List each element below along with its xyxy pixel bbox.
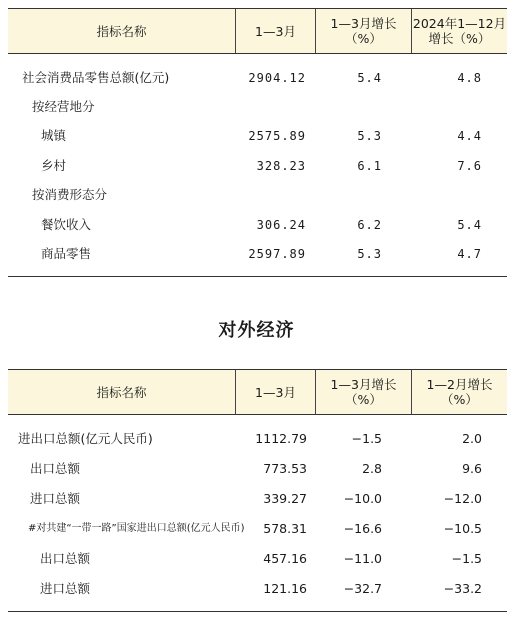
table-bottom-rule	[8, 611, 507, 612]
row-name: 进口总额	[40, 581, 91, 596]
header-q1-growth-line2: （%）	[345, 392, 382, 407]
row-name: 出口总额	[40, 551, 91, 566]
row-value: 1112.79	[255, 431, 307, 446]
header-q1-growth	[315, 370, 411, 414]
header-q1-growth-line1: 1—3月增长	[330, 16, 397, 31]
row-prev-growth: −33.2	[443, 581, 482, 596]
row-value: 328.23	[256, 159, 306, 173]
header-q1-value-text: 1—3月	[255, 384, 296, 400]
table-row	[8, 180, 507, 210]
row-value: 121.16	[263, 581, 307, 596]
table-row	[8, 574, 507, 604]
row-prev-growth: 2.0	[462, 431, 482, 446]
table-header	[8, 369, 507, 415]
header-q1-value	[235, 370, 315, 414]
row-name: 按经营地分	[32, 99, 95, 114]
row-growth: 6.2	[357, 218, 382, 232]
row-prev-growth: 7.6	[457, 159, 482, 173]
row-value: 2904.12	[248, 71, 306, 85]
section-title: 对外经济	[218, 320, 295, 341]
retail-sales-table	[8, 8, 507, 280]
header-jan-feb-growth-line1: 1—2月增长	[426, 377, 493, 392]
row-value: 2575.89	[248, 129, 306, 143]
table-header	[8, 8, 507, 54]
table-row	[8, 454, 507, 484]
table-row	[8, 121, 507, 151]
table-row	[8, 210, 507, 240]
table-row	[8, 544, 507, 574]
table-row	[8, 239, 507, 269]
header-q1-value	[235, 9, 315, 53]
header-2024-growth	[411, 9, 507, 53]
row-growth: −11.0	[343, 551, 382, 566]
table-row	[8, 92, 507, 122]
row-growth: 5.3	[357, 247, 382, 261]
foreign-trade-table	[8, 369, 507, 615]
header-jan-feb-growth-line2: （%）	[441, 392, 478, 407]
row-value: 339.27	[263, 491, 307, 506]
row-growth: −1.5	[351, 431, 382, 446]
row-prev-growth: 5.4	[457, 218, 482, 232]
header-indicator-name-text: 指标名称	[96, 23, 147, 39]
row-prev-growth: −1.5	[451, 551, 482, 566]
header-2024-growth-line1: 2024年1—12月	[412, 16, 507, 31]
row-name: 乡村	[41, 158, 67, 173]
row-growth: −10.0	[343, 491, 382, 506]
row-name: #对共建“一带一路”国家进出口总额(亿元人民币)	[28, 523, 245, 534]
row-prev-growth: −10.5	[443, 521, 482, 536]
row-name: 商品零售	[41, 246, 92, 261]
row-growth: 5.4	[357, 71, 382, 85]
row-prev-growth: 4.4	[457, 129, 482, 143]
header-jan-feb-growth	[411, 370, 507, 414]
row-growth: 6.1	[357, 159, 382, 173]
row-growth: 5.3	[357, 129, 382, 143]
header-indicator-name	[8, 9, 235, 53]
row-prev-growth: 9.6	[462, 461, 482, 476]
row-name: 餐饮收入	[41, 217, 92, 232]
table-row	[8, 151, 507, 181]
row-value: 2597.89	[248, 247, 306, 261]
row-growth: −16.6	[343, 521, 382, 536]
row-prev-growth: 4.8	[457, 71, 482, 85]
header-q1-value-text: 1—3月	[255, 23, 296, 39]
table-row	[8, 514, 507, 544]
row-value: 306.24	[256, 218, 306, 232]
header-2024-growth-line2: 增长（%）	[428, 31, 491, 46]
row-prev-growth: −12.0	[443, 491, 482, 506]
header-q1-growth-line1: 1—3月增长	[330, 377, 397, 392]
header-indicator-name-text: 指标名称	[96, 384, 147, 400]
row-name: 进出口总额(亿元人民币)	[18, 431, 153, 446]
row-name: 按消费形态分	[32, 187, 108, 202]
row-name: 出口总额	[30, 461, 81, 476]
header-indicator-name	[8, 370, 235, 414]
row-growth: 2.8	[362, 461, 382, 476]
row-value: 578.31	[263, 521, 307, 536]
header-q1-growth	[315, 9, 411, 53]
row-name: 进口总额	[30, 491, 81, 506]
row-name: 社会消费品零售总额(亿元)	[22, 70, 170, 85]
row-prev-growth: 4.7	[457, 247, 482, 261]
row-name: 城镇	[41, 128, 67, 143]
header-q1-growth-line2: （%）	[345, 31, 382, 46]
row-growth: −32.7	[343, 581, 382, 596]
table-row	[8, 484, 507, 514]
table-bottom-rule	[8, 276, 507, 277]
table-row	[8, 63, 507, 93]
table-row	[8, 424, 507, 454]
row-value: 773.53	[263, 461, 307, 476]
row-value: 457.16	[263, 551, 307, 566]
